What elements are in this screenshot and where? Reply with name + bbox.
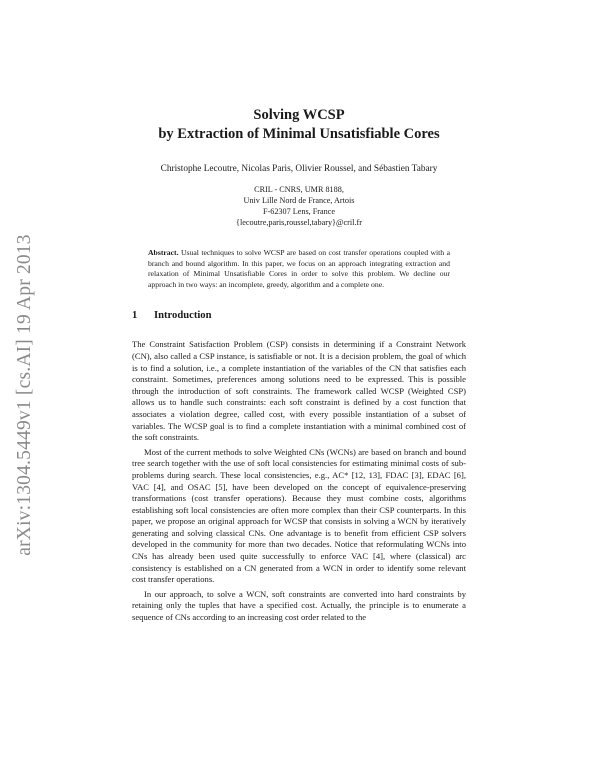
section-body (132, 339, 466, 623)
section-title: Introduction (154, 310, 212, 322)
arxiv-identifier (6, 0, 44, 776)
arxiv-identifier-text: arXiv:1304.5449v1 [cs.AI] 19 Apr 2013 (14, 234, 35, 556)
author-list: Christophe Lecoutre, Nicolas Paris, Olivier Roussel, and Sébastien Tabary (160, 164, 438, 174)
affiliation-line-3: F-62307 Lens, France (262, 207, 336, 216)
affiliation (132, 184, 466, 228)
abstract-label: Abstract. (148, 248, 179, 257)
title-line-1: Solving WCSP (253, 107, 345, 123)
paper-title (132, 106, 466, 144)
paragraph-2: Most of the current methods to solve Weighted CNs (WCNs) are based on branch and bound tree search together with the use of soft local consistencies for estimating minimal costs of sub-problems during search. These local consistencies, e.g., AC* [12, 13], FDAC [3], EDAC [6], VAC [4], and OSAC [5], have been developed on the concept of equivalence-preserving transformations (cost transfer operations). Because they must combine costs, algorithms establishing soft local consistencies are often more complex than their CSP counterparts. In this paper, we propose an original approach for WCSP that consists in solving a WCN by iteratively generating and solving classical CNs. One advantage is to benefit from efficient CSP solvers developed in the community for more than two decades. Notice that reformulating WCNs into CNs has already been used quite successfully to enforce VAC [4], where (classical) arc consistency is established on a CN generated from a WCN in order to identify some relevant cost transfer operations. (132, 446, 466, 585)
section-number: 1 (132, 310, 138, 322)
affiliation-line-2: Univ Lille Nord de France, Artois (243, 196, 355, 205)
abstract (148, 248, 450, 290)
affiliation-line-1: CRIL - CNRS, UMR 8188, (254, 185, 344, 194)
abstract-text: Usual techniques to solve WCSP are based on cost transfer operations coupled with a branch and bound algorithm. In this paper, we focus on an approach integrating extraction and relaxation of Minimal Unsatisfiable Cores in order to solve this problem. We decline our approach in two ways: an incomplete, greedy, algorithm and a complete one. (148, 248, 450, 289)
paragraph-3: In our approach, to solve a WCN, soft constraints are converted into hard constraints by retaining only the tuples that have a specified cost. Actually, the principle is to enumerate a sequence of CNs according to an increasing cost order related to the (132, 588, 466, 623)
paragraph-1: The Constraint Satisfaction Problem (CSP) consists in determining if a Constraint Network (CN), also called a CSP instance, is satisfiable or not. It is a decision problem, the goal of which is to find a solution, i.e., a complete instantiation of the variables of the CN that satisfies each constraint. Sometimes, preferences among solutions need to be expressed. This is possible through the introduction of soft constraints. The framework called WCSP (Weighted CSP) allows us to handle such constraints: each soft constraint is defined by a cost function that associates a violation degree, called cost, with every possible instantiation of a subset of variables. The WCSP goal is to find a complete instantiation with a minimal combined cost of the soft constraints. (132, 339, 466, 443)
affiliation-emails: {lecoutre,paris,roussel,tabary}@cril.fr (236, 218, 362, 227)
paper-page (132, 106, 466, 624)
section-heading (132, 310, 466, 321)
title-line-2: by Extraction of Minimal Unsatisfiable Cores (158, 126, 440, 142)
